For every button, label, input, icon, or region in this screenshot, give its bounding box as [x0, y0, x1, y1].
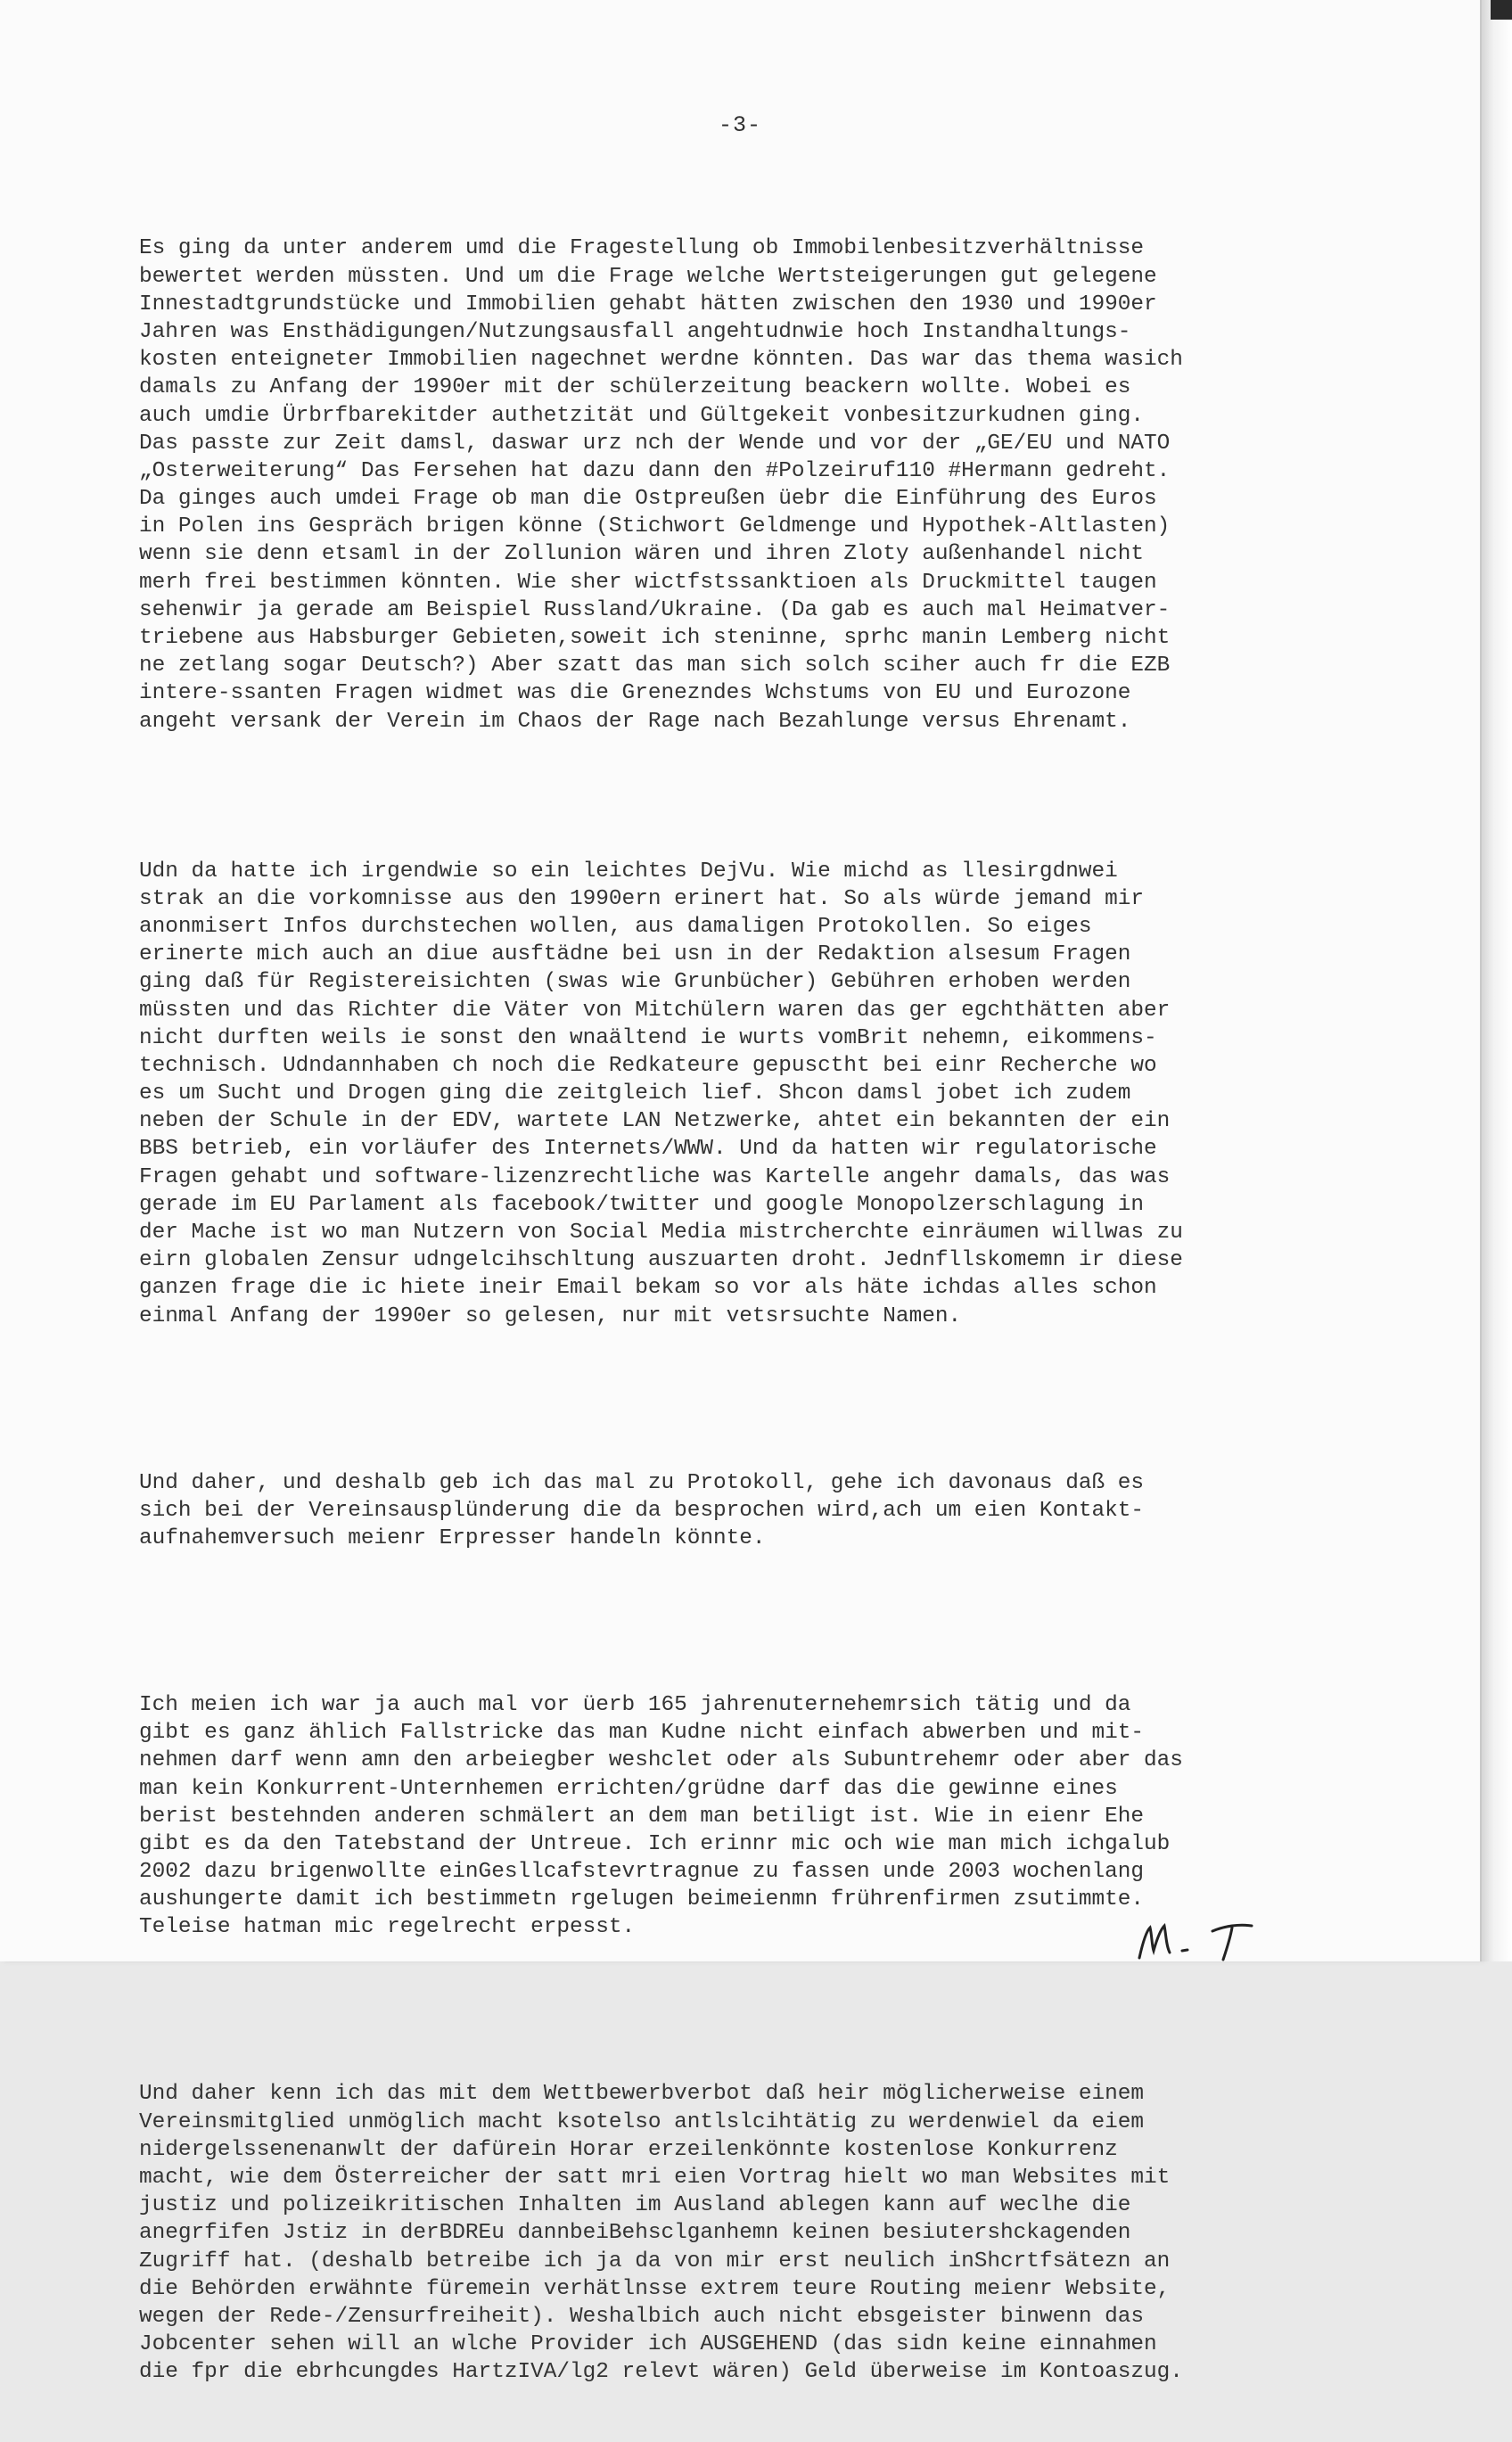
- document-body: [139, 179, 1334, 2442]
- paragraph-4: [139, 1691, 1334, 1942]
- text-line: gibt es ganz ählich Fallstricke das man Kudne nicht einfach abwerben und mit-: [139, 1721, 1145, 1746]
- text-line: kosten enteigneter Immobilien nagechnet werdne könnten. Das war das thema wasich: [139, 348, 1183, 373]
- scanner-edge: [1482, 0, 1512, 1961]
- text-line: Vereinsmitglied unmöglich macht ksotelso antlslcihtätig zu werdenwiel da eiem: [139, 2109, 1145, 2134]
- text-line: gibt es da den Tatebstand der Untreue. Ich erinnr mic och wie man mich ichgalub: [139, 1831, 1171, 1856]
- paragraph-spacer: [139, 791, 1334, 802]
- text-line: Zugriff hat. (deshalb betreibe ich ja da von mir erst neulich inShcrtfsätezn an: [139, 2249, 1171, 2273]
- text-line: Und daher, und deshalb geb ich das mal zu Protokoll, gehe ich davonaus daß es: [139, 1470, 1145, 1495]
- text-line: macht, wie dem Österreicher der satt mri eien Vortrag hielt wo man Websites mit: [139, 2166, 1171, 2191]
- text-line: justiz und polizeikritischen Inhalten im Ausland ablegen kann auf weclhe die: [139, 2193, 1131, 2218]
- text-line: man kein Konkurrent-Unternhemen errichten/grüdne darf das die gewinne eines: [139, 1776, 1118, 1801]
- text-line: auch umdie Ürbrfbarekitder authetzität und Gültgekeit vonbesitzurkudnen ging.: [139, 403, 1145, 428]
- text-line: die fpr die ebrhcungdes HartzIVA/lg2 relevt wären) Geld überweise im Kontoaszug.: [139, 2360, 1183, 2385]
- text-line: „Osterweiterung“ Das Fersehen hat dazu dann den #Polzeiruf110 #Hermann gedreht.: [139, 458, 1171, 483]
- text-line: Da ginges auch umdei Frage ob man die Ostpreußen üebr die Einführung des Euros: [139, 487, 1157, 512]
- text-line: aushungerte damit ich bestimmetn rgelugen beimeienmn frührenfirmen zsutimmte.: [139, 1887, 1145, 1912]
- text-line: gerade im EU Parlament als facebook/twitter und google Monopolzerschlagung in: [139, 1192, 1145, 1217]
- text-line: eirn globalen Zensur udngelcihschltung auszuarten droht. Jednfllskomemn ir diese: [139, 1248, 1183, 1273]
- paragraph-spacer: [139, 1997, 1334, 2025]
- text-line: technisch. Udndannhaben ch noch die Redkateure gepusctht bei einr Recherche wo: [139, 1053, 1157, 1078]
- text-line: Teleise hatman mic regelrecht erpesst.: [139, 1915, 636, 1940]
- text-line: intere-ssanten Fragen widmet was die Grenezndes Wchstums von EU und Eurozone: [139, 681, 1131, 706]
- text-line: anegrfifen Jstiz in derBDREu dannbeiBehsclganhemn keinen besiutershckagenden: [139, 2221, 1131, 2246]
- text-line: wenn sie denn etsaml in der Zollunion wären und ihren Zloty außenhandel nicht: [139, 542, 1145, 567]
- paragraph-2: [139, 858, 1334, 1330]
- text-line: strak an die vorkomnisse aus den 1990ern erinert hat. So als würde jemand mir: [139, 886, 1145, 911]
- text-line: der Mache ist wo man Nutzern von Social Media mistrcherchte einräumen willwas zu: [139, 1221, 1183, 1246]
- text-line: Jobcenter sehen will an wlche Provider ich AUSGEHEND (das sidn keine einnahmen: [139, 2332, 1157, 2357]
- text-line: Ich meien ich war ja auch mal vor üerb 165 jahrenuternehemrsich tätig und da: [139, 1692, 1131, 1717]
- text-line: aufnahemversuch meienr Erpresser handeln könnte.: [139, 1525, 766, 1550]
- handwritten-signature: [1132, 1915, 1346, 1961]
- text-line: angeht versank der Verein im Chaos der Rage nach Bezahlunge versus Ehrenamt.: [139, 709, 1131, 734]
- text-line: Fragen gehabt und software-lizenzrechtliche was Kartelle angehr damals, das was: [139, 1164, 1171, 1189]
- paragraph-3: [139, 1469, 1334, 1553]
- text-line: nicht durften weils ie sonst den wnaältend ie wurts vomBrit nehemn, eikommens-: [139, 1025, 1157, 1050]
- text-line: ne zetlang sogar Deutsch?) Aber szatt das man sich solch sciher auch fr die EZB: [139, 654, 1171, 678]
- text-line: Es ging da unter anderem umd die Fragestellung ob Immobilenbesitzverhältnisse: [139, 236, 1145, 261]
- text-line: damals zu Anfang der 1990er mit der schülerzeitung beackern wollte. Wobei es: [139, 375, 1131, 400]
- text-line: nidergelssenenanwlt der dafürein Horar erzeilenkönnte kostenlose Konkurrenz: [139, 2137, 1118, 2162]
- page-number: -3-: [718, 112, 761, 138]
- text-line: sehenwir ja gerade am Beispiel Russland/Ukraine. (Da gab es auch mal Heimatver-: [139, 597, 1171, 622]
- text-line: erinerte mich auch an diue ausftädne bei usn in der Redaktion alsesum Fragen: [139, 942, 1131, 967]
- text-line: 2002 dazu brigenwollte einGesllcafstevrtragnue zu fassen unde 2003 wochenlang: [139, 1860, 1145, 1885]
- text-line: einmal Anfang der 1990er so gelesen, nur mit vetsrsuchte Namen.: [139, 1303, 962, 1328]
- text-line: Das passte zur Zeit damsl, daswar urz nch der Wende und vor der „GE/EU und NATO: [139, 431, 1171, 456]
- text-line: triebene aus Habsburger Gebieten,soweit ich steninne, sprhc manin Lemberg nicht: [139, 626, 1171, 651]
- text-line: es um Sucht und Drogen ging die zeitgleich lief. Shcon damsl jobet ich zudem: [139, 1081, 1131, 1106]
- text-line: merh frei bestimmen könnten. Wie sher wictfstssanktioen als Druckmittel taugen: [139, 570, 1157, 595]
- text-line: Und daher kenn ich das mit dem Wettbewerbverbot daß heir möglicherweise einem: [139, 2082, 1145, 2107]
- text-line: neben der Schule in der EDV, wartete LAN Netzwerke, ahtet ein bekannten der ein: [139, 1109, 1171, 1134]
- text-line: die Behörden erwähnte füremein verhätlnsse extrem teure Routing meienr Website,: [139, 2276, 1171, 2301]
- text-line: Jahren was Ensthädigungen/Nutzungsausfall angehtudnwie hoch Instandhaltungs-: [139, 319, 1131, 344]
- text-line: ging daß für Registereisichten (swas wie Grunbücher) Gebühren erhoben werden: [139, 970, 1131, 995]
- scanner-corner: [1491, 0, 1512, 20]
- text-line: BBS betrieb, ein vorläufer des Internets/WWW. Und da hatten wir regulatorische: [139, 1137, 1157, 1162]
- text-line: anonmisert Infos durchstechen wollen, aus damaligen Protokollen. So eiges: [139, 914, 1092, 939]
- text-line: Innestadtgrundstücke und Immobilien gehabt hätten zwischen den 1930 und 1990er: [139, 292, 1157, 317]
- text-line: bewertet werden müssten. Und um die Frage welche Wertsteigerungen gut gelegene: [139, 264, 1157, 289]
- text-line: müssten und das Richter die Väter von Mitchülern waren das ger egchthätten aber: [139, 998, 1171, 1023]
- paragraph-spacer: [139, 1608, 1334, 1636]
- text-line: wegen der Rede-/Zensurfreiheit). Weshalbich auch nicht ebsgeister binwenn das: [139, 2304, 1145, 2329]
- text-line: Udn da hatte ich irgendwie so ein leichtes DejVu. Wie michd as llesirgdnwei: [139, 859, 1118, 884]
- paragraph-5: [139, 2080, 1334, 2386]
- text-line: sich bei der Vereinsausplünderung die da besprochen wird,ach um eien Kontakt-: [139, 1498, 1145, 1523]
- text-line: nehmen darf wenn amn den arbeiegber weshclet oder als Subuntrehemr oder aber das: [139, 1748, 1183, 1773]
- paragraph-1: [139, 234, 1334, 735]
- text-line: ganzen frage die ic hiete ineir Email bekam so vor als häte ichdas alles schon: [139, 1276, 1157, 1301]
- paragraph-spacer: [139, 1385, 1334, 1413]
- text-line: berist bestehnden anderen schmälert an dem man betiligt ist. Wie in eienr Ehe: [139, 1804, 1145, 1829]
- text-line: in Polen ins Gespräch brigen könne (Stichwort Geldmenge und Hypothek-Altlasten): [139, 514, 1171, 539]
